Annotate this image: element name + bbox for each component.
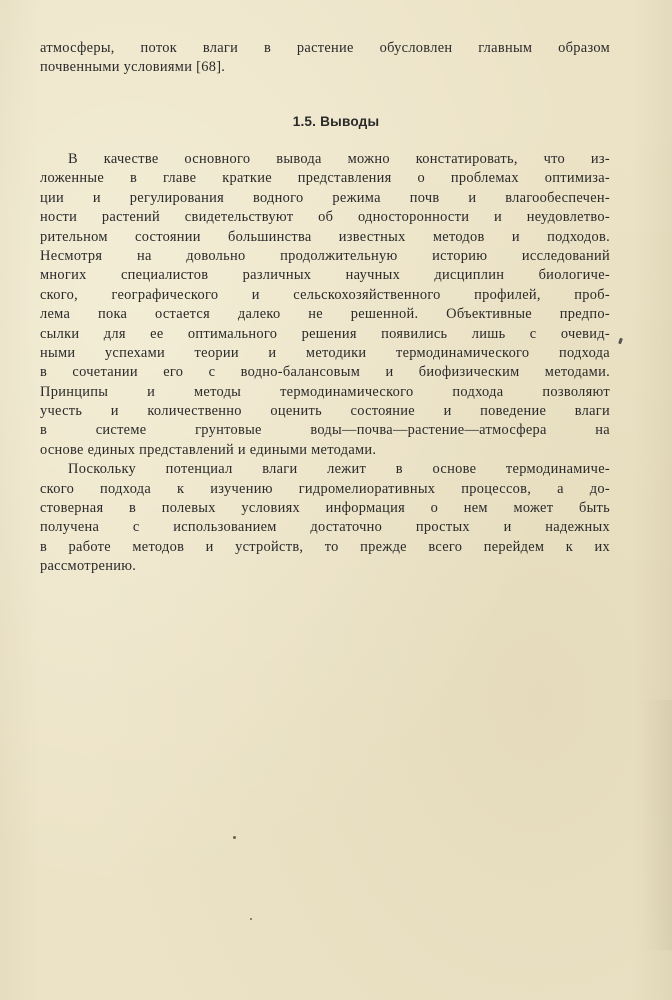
text-line: Принципы и методы термодинамического подхода позволяют (40, 383, 610, 400)
text-line: в системе грунтовые воды—почва—растение—атмосфера на (40, 422, 610, 439)
text-line: В качестве основного вывода можно констатировать, что из- (68, 151, 610, 167)
text-line: в работе методов и устройств, то прежде всего перейдем к их (40, 538, 610, 555)
text-line: ложенные в главе краткие представления о проблемах оптимиза- (40, 170, 610, 187)
text-line: рассмотрению. (40, 558, 137, 575)
text-line: получена с использованием достаточно простых и надежных (40, 519, 610, 536)
paper-speck (250, 918, 252, 920)
text-line: рительном состоянии большинства известных методов и подходов. (40, 228, 610, 245)
text-line: сылки для ее оптимального решения появились лишь с очевид- (40, 325, 610, 342)
text-line: ными успехами теории и методики термодинамического подхода (40, 344, 610, 361)
text-line: ского подхода к изучению гидромелиоративных процессов, а до- (40, 480, 610, 497)
section-heading: 1.5. Выводы (292, 114, 380, 129)
text-line: почвенными условиями [68]. (40, 59, 226, 76)
text-line: основе единых представлений и едиными методами. (40, 441, 377, 458)
text-line: Поскольку потенциал влаги лежит в основе термодинамиче- (68, 461, 610, 478)
text-line: атмосферы, поток влаги в растение обусловлен главным образом (40, 40, 610, 56)
margin-mark (618, 338, 623, 345)
paper-speck (233, 836, 236, 839)
carryover-paragraph (40, 39, 610, 78)
text-line: стоверная в полевых условиях информация о нем может быть (40, 500, 610, 517)
paragraph-1 (40, 150, 610, 460)
text-line: многих специалистов различных научных дисциплин биологиче- (40, 267, 610, 284)
paragraph-2 (40, 460, 610, 576)
text-line: учесть и количественно оценить состояние и поведение влаги (40, 403, 610, 420)
text-line: в сочетании его с водно-балансовым и биофизическим методами. (40, 364, 610, 381)
text-line: лема пока остается далеко не решенной. Объективные предпо- (40, 306, 610, 323)
text-line: ции и регулирования водного режима почв и влагообеспечен- (40, 189, 610, 206)
text-line: ского, географического и сельскохозяйственного профилей, проб- (40, 286, 610, 303)
conclusions-body (40, 150, 610, 577)
text-line: ности растений свидетельствуют об односторонности и неудовлетво- (40, 209, 610, 226)
show-through-shadow (642, 700, 672, 950)
text-line: Несмотря на довольно продолжительную историю исследований (40, 247, 610, 264)
